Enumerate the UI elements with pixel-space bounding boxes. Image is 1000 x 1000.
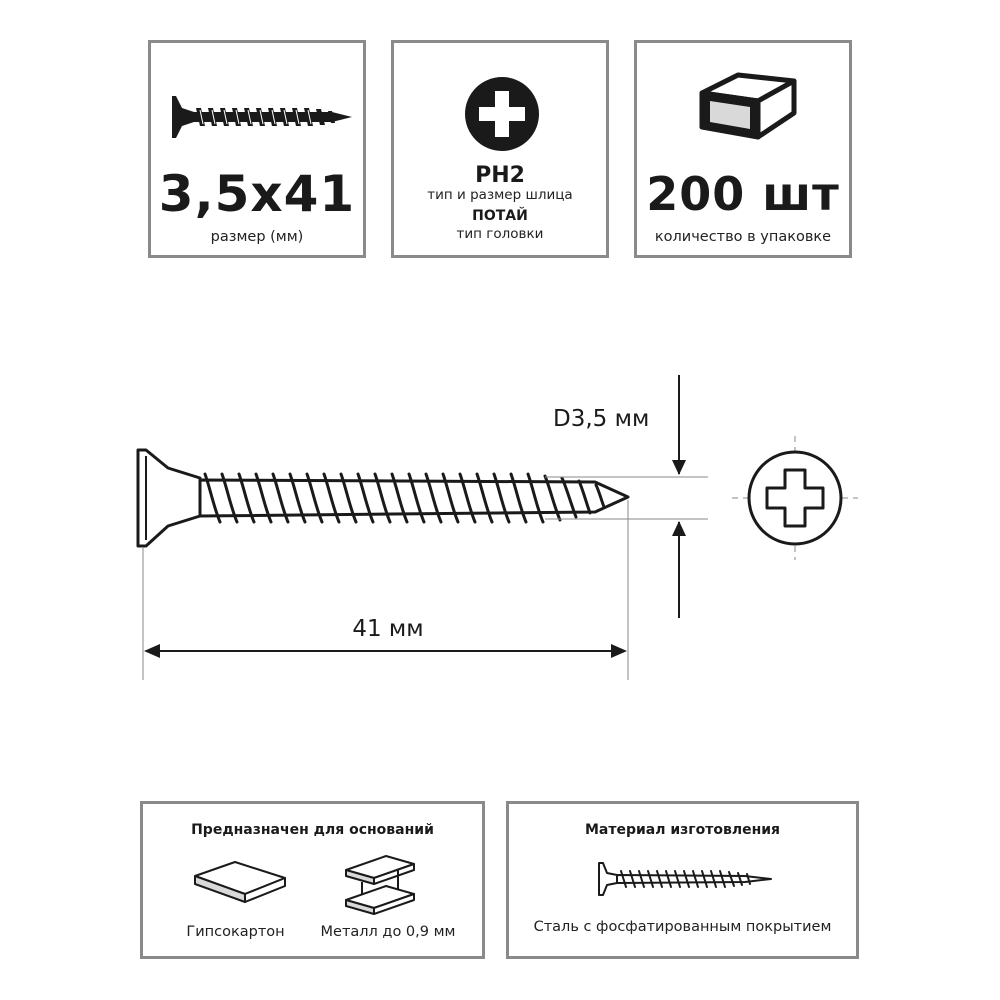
base-card-title: Предназначен для оснований [191,822,434,838]
screw-icon [595,859,775,899]
base-item-metal: Металл до 0,9 мм [320,924,456,940]
base-card [140,801,485,959]
pack-value: 200 шт [646,167,840,221]
head-type-caption: тип головки [456,226,544,242]
size-card [148,40,366,258]
metal-profile-icon [338,848,428,918]
slot-caption: тип и размер шлица [427,187,573,203]
screw-technical-drawing [0,370,1000,700]
diameter-label: D3,5 мм [553,406,650,432]
base-item-drywall: Гипсокартон [186,924,285,940]
size-value: 3,5x41 [158,165,356,223]
slot-card [391,40,609,258]
length-label: 41 мм [352,616,424,642]
head-top-view [732,436,858,560]
pack-caption: количество в упаковке [654,229,832,245]
material-card-title: Материал изготовления [584,822,781,838]
phillips-cross-icon [464,76,540,152]
head-type: ПОТАЙ [472,208,528,224]
screw-icon [166,88,356,148]
material-caption: Сталь с фосфатированным покрытием [533,919,832,935]
material-card [506,801,859,959]
slot-value: PH2 [475,163,525,188]
package-box-icon [694,63,804,148]
pack-card [634,40,852,258]
drywall-sheet-icon [191,856,291,911]
size-caption: размер (мм) [210,229,304,245]
